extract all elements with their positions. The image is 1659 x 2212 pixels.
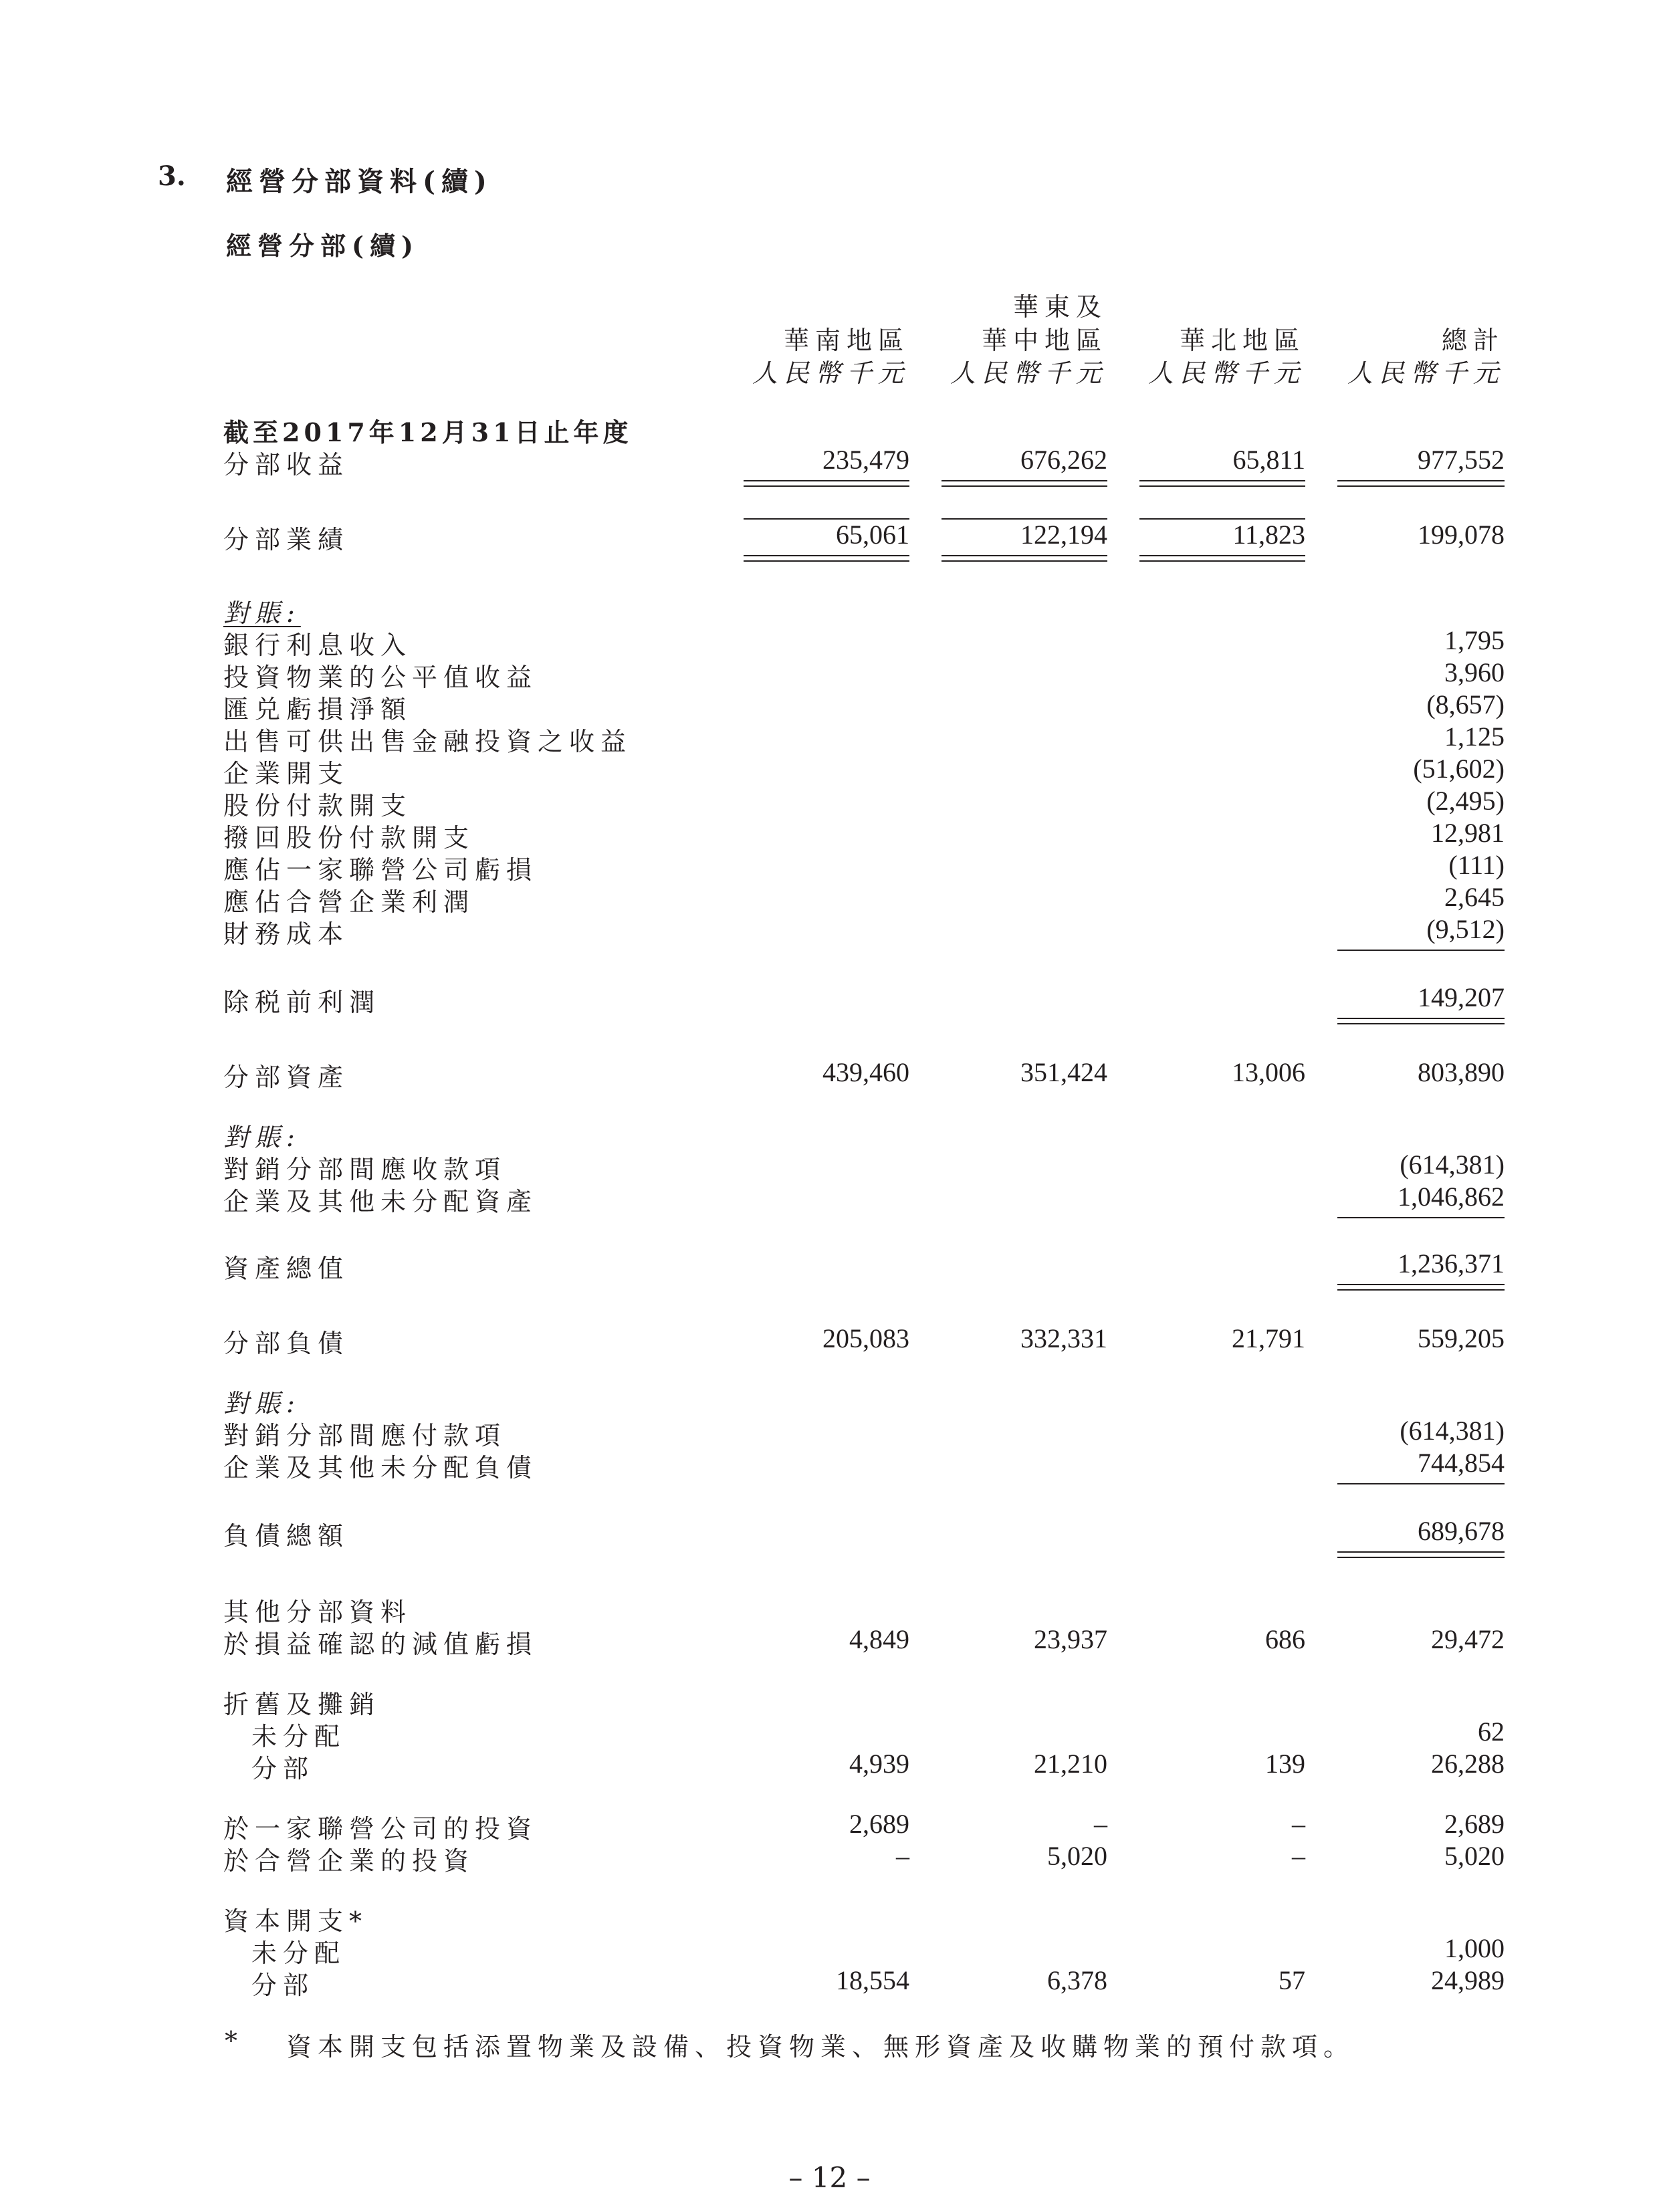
col3-name: 華北地區 (1179, 326, 1305, 355)
value-cell: 139 (1265, 1749, 1305, 1779)
list-item: 應佔一家聯營公司虧損 (223, 855, 538, 885)
value-cell: – (1292, 1809, 1305, 1839)
section-title: 經營分部資料(續) (226, 166, 493, 197)
value-cell: 2,689 (1444, 1809, 1505, 1839)
double-rule (1337, 480, 1505, 487)
list-item: 銀行利息收入 (223, 631, 413, 660)
list-item: 對銷分部間應付款項 (223, 1421, 507, 1450)
value-cell: 744,854 (1418, 1448, 1505, 1478)
value-cell: 803,890 (1418, 1057, 1505, 1087)
row-label: 分部業績 (223, 525, 350, 554)
double-rule (942, 480, 1107, 487)
period-heading: 截至2017年12月31日止年度 (223, 417, 633, 447)
page-number: – 12 – (788, 2161, 871, 2194)
double-rule (744, 480, 909, 487)
col1-unit: 人民幣千元 (752, 358, 909, 388)
col3-unit: 人民幣千元 (1147, 358, 1305, 388)
footnote-marker: * (225, 2026, 237, 2056)
value-cell: 3,960 (1444, 657, 1505, 687)
list-item: 匯兑虧損淨額 (223, 695, 413, 724)
value-cell: 21,791 (1232, 1323, 1305, 1353)
row-label: 資產總值 (223, 1254, 350, 1283)
value-cell: 23,937 (1034, 1624, 1107, 1654)
reconciliation-heading: 對賬: (223, 598, 301, 628)
value-cell: (614,381) (1400, 1149, 1505, 1180)
value-cell: – (1292, 1841, 1305, 1871)
row-label: 除税前利潤 (223, 988, 381, 1017)
value-cell: (9,512) (1426, 914, 1505, 944)
row-label: 分部 (251, 1971, 315, 2000)
list-item: 企業開支 (223, 759, 350, 788)
col1-name: 華南地區 (783, 326, 909, 355)
value-cell: – (1094, 1809, 1107, 1839)
row-label: 於合營企業的投資 (223, 1846, 475, 1876)
value-cell: 559,205 (1418, 1323, 1505, 1353)
col4-name: 總計 (1441, 326, 1505, 355)
list-item: 出售可供出售金融投資之收益 (223, 727, 633, 756)
section-number: 3. (158, 160, 186, 192)
reconciliation-heading: 對賬: (223, 1123, 301, 1152)
value-cell: 351,424 (1020, 1057, 1107, 1087)
rule (744, 518, 909, 520)
rule (1337, 1483, 1505, 1484)
value-cell: 122,194 (1020, 520, 1107, 550)
subtitle: 經營分部(續) (226, 231, 419, 261)
section-heading: 折舊及攤銷 (223, 1690, 381, 1719)
value-cell: 332,331 (1020, 1323, 1107, 1353)
value-cell: 18,554 (836, 1965, 909, 1995)
value-cell: 65,811 (1232, 445, 1305, 475)
double-rule (942, 555, 1107, 562)
list-item: 企業及其他未分配資產 (223, 1187, 538, 1216)
value-cell: 4,939 (849, 1749, 909, 1779)
row-label: 負債總額 (223, 1521, 350, 1551)
rule (942, 518, 1107, 520)
value-cell: 199,078 (1418, 520, 1505, 550)
value-cell: 26,288 (1431, 1749, 1505, 1779)
value-cell: 1,000 (1444, 1933, 1505, 1963)
value-cell: 205,083 (822, 1323, 909, 1353)
value-cell: 5,020 (1444, 1841, 1505, 1871)
double-rule (1337, 1551, 1505, 1558)
value-cell: 13,006 (1232, 1057, 1305, 1087)
value-cell: (111) (1448, 850, 1505, 880)
col2-unit: 人民幣千元 (950, 358, 1107, 388)
value-cell: – (896, 1841, 909, 1871)
row-label: 分部負債 (223, 1329, 350, 1358)
value-cell: 4,849 (849, 1624, 909, 1654)
col4-unit: 人民幣千元 (1347, 358, 1505, 388)
row-label: 分部資產 (223, 1063, 350, 1092)
value-cell: 676,262 (1020, 445, 1107, 475)
section-heading: 資本開支* (223, 1906, 368, 1936)
double-rule (1139, 555, 1305, 562)
value-cell: 235,479 (822, 445, 909, 475)
value-cell: 689,678 (1418, 1516, 1505, 1546)
list-item: 應佔合營企業利潤 (223, 887, 475, 917)
value-cell: (614,381) (1400, 1416, 1505, 1446)
value-cell: 2,689 (849, 1809, 909, 1839)
col2-line1: 華東及 (1012, 292, 1107, 322)
value-cell: 6,378 (1047, 1965, 1107, 1995)
value-cell: 1,236,371 (1398, 1248, 1505, 1279)
list-item: 對銷分部間應收款項 (223, 1155, 507, 1184)
value-cell: (2,495) (1426, 786, 1505, 816)
section-heading: 其他分部資料 (223, 1597, 413, 1627)
list-item: 財務成本 (223, 919, 350, 949)
value-cell: 24,989 (1431, 1965, 1505, 1995)
value-cell: 62 (1478, 1717, 1505, 1747)
double-rule (1337, 1284, 1505, 1291)
rule (1337, 1217, 1505, 1218)
value-cell: 1,046,862 (1398, 1182, 1505, 1212)
double-rule (1337, 1018, 1505, 1024)
value-cell: 57 (1279, 1965, 1305, 1995)
value-cell: 2,645 (1444, 882, 1505, 912)
value-cell: 149,207 (1418, 982, 1505, 1012)
value-cell: (51,602) (1413, 754, 1505, 784)
value-cell: 29,472 (1431, 1624, 1505, 1654)
value-cell: 686 (1265, 1624, 1305, 1654)
row-label: 分部收益 (223, 450, 350, 479)
row-label: 於一家聯營公司的投資 (223, 1814, 538, 1844)
value-cell: 21,210 (1034, 1749, 1107, 1779)
value-cell: 5,020 (1047, 1841, 1107, 1871)
list-item: 撥回股份付款開支 (223, 823, 475, 853)
list-item: 投資物業的公平值收益 (223, 663, 538, 692)
row-label: 於損益確認的減值虧損 (223, 1630, 538, 1659)
row-label: 未分配 (251, 1939, 346, 1968)
double-rule (744, 555, 909, 562)
row-label: 未分配 (251, 1722, 346, 1751)
value-cell: 1,795 (1444, 625, 1505, 655)
value-cell: 439,460 (822, 1057, 909, 1087)
footnote-text: 資本開支包括添置物業及設備、投資物業、無形資產及收購物業的預付款項。 (286, 2032, 1355, 2062)
rule (1139, 518, 1305, 520)
list-item: 股份付款開支 (223, 791, 413, 820)
value-cell: 1,125 (1444, 722, 1505, 752)
rule (1337, 950, 1505, 951)
value-cell: 65,061 (836, 520, 909, 550)
double-rule (1139, 480, 1305, 487)
reconciliation-heading: 對賬: (223, 1389, 301, 1418)
row-label: 分部 (251, 1754, 315, 1783)
value-cell: (8,657) (1426, 689, 1505, 720)
list-item: 企業及其他未分配負債 (223, 1453, 538, 1482)
col2-name: 華中地區 (981, 326, 1107, 355)
value-cell: 12,981 (1431, 818, 1505, 848)
value-cell: 977,552 (1418, 445, 1505, 475)
value-cell: 11,823 (1232, 520, 1305, 550)
